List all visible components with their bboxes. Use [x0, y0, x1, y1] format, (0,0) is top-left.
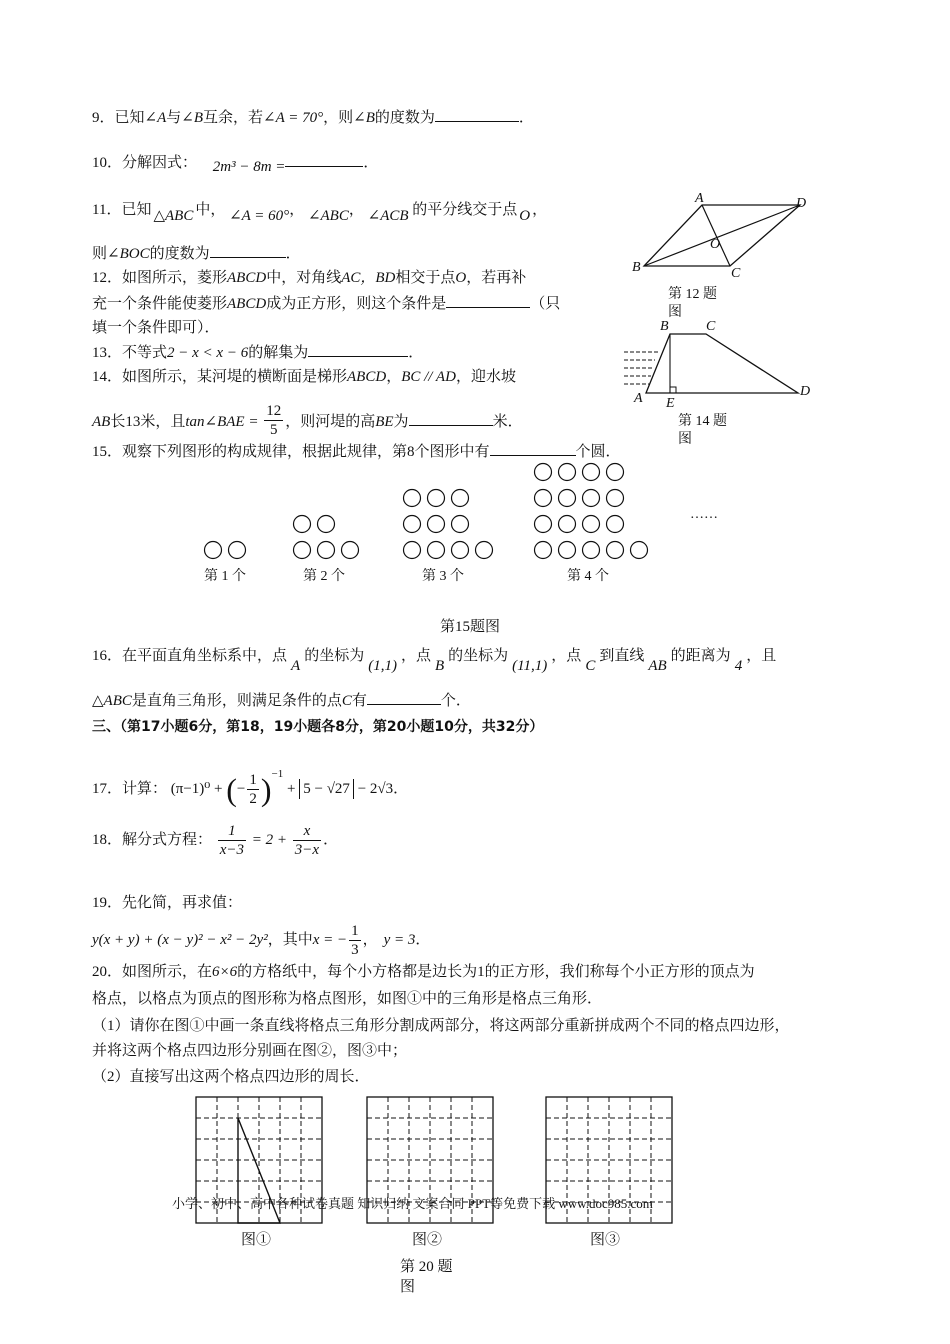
watermark: 小学、初中、高中各种试卷真题 知识归纳 文案合同 PPT等免费下载 www.doc985.com	[172, 1196, 653, 1211]
pattern-label-1: 第 1 个	[204, 569, 246, 584]
pattern-label-4: 第 4 个	[567, 569, 609, 584]
grid-label-2: 图②	[412, 1232, 443, 1248]
fig14-caption-2: 图	[678, 432, 692, 447]
question-12-line-1: 12．如图所示，菱形ABCD中，对角线AC，BD相交于点O，若再补	[92, 270, 527, 286]
question-10: 10．分解因式： 2m³ − 8m = ．	[92, 152, 378, 173]
question-20-line-3: （1）请你在图①中画一条直线将格点三角形分割成两部分，将这两部分重新拼成两个不同的格点四边形，	[92, 1018, 790, 1034]
question-16-line-2: △ABC是直角三角形，则满足条件的点C有 个．	[92, 690, 471, 711]
fig12-caption-2: 图	[668, 305, 682, 320]
fig12-label-d: D	[796, 196, 807, 211]
question-11-line-2: 则∠BOC的度数为 ．	[92, 243, 301, 264]
figure-20-caption-2: 图	[400, 1279, 416, 1295]
fig12-caption: 第 12 题	[668, 287, 717, 302]
pattern-label-2: 第 2 个	[303, 569, 345, 584]
question-13: 13．不等式2 − x < x − 6的解集为 ．	[92, 342, 423, 363]
fig12-label-b: B	[632, 260, 641, 275]
question-12-line-3: 填一个条件即可）．	[92, 320, 220, 336]
fig12-label-o: O	[710, 237, 721, 252]
fig14-label-d: D	[800, 384, 811, 399]
question-16-line-1: 16．在平面直角坐标系中，点A的坐标为(1,1)，点B的坐标为(11,1)，点C到直线AB的距离为4，且	[92, 648, 777, 674]
question-20-line-1: 20．如图所示，在6×6的方格纸中，每个小方格都是边长为1的正方形，我们称每个小正方形的顶点为	[92, 964, 755, 980]
fig14-label-b: B	[660, 319, 669, 334]
pattern-ellipsis: ……	[690, 507, 718, 522]
pattern-label-3: 第 3 个	[422, 569, 464, 584]
question-18: 18．解分式方程： $\frac{1}{x-3}$ = 2 + $\frac{x}{3-x}$ ．	[92, 823, 339, 859]
fig14-label-a: A	[634, 391, 643, 406]
question-9: 9．已知∠A与∠B互余，若∠A = 70°，则∠B的度数为 ．	[92, 107, 534, 128]
grid-label-1: 图①	[241, 1232, 272, 1248]
question-20-line-4: 并将这两个格点四边形分别画在图②，图③中；	[92, 1043, 408, 1059]
fig14-label-e: E	[666, 396, 675, 411]
question-20-line-5: （2）直接写出这两个格点四边形的周长．	[92, 1069, 370, 1085]
fig14-label-c: C	[706, 319, 716, 334]
question-11-line-1: 11．已知 △ABC 中， ∠A = 60°， ∠ABC， ∠ACB 的平分线交于点 O ，	[92, 202, 548, 224]
fig14-caption: 第 14 题	[678, 414, 727, 429]
question-17: 17．计算： (π−1)⁰ + (− $\frac{1}{2}$ )$^{-1}$ + 5 − √27 − 2√3．	[92, 768, 409, 808]
question-19-line-2: y(x + y) + (x − y)² − x² − 2y²，其中x = − $\frac{1}{3}$ ， y = 3．	[92, 923, 431, 959]
question-20-line-2: 格点，以格点为顶点的图形称为格点图形，如图①中的三角形是格点三角形．	[92, 991, 603, 1007]
question-14-line-2: AB长13米，且tan∠BAE = $\frac{12}{5}$ ，则河堤的高BE为 米．	[92, 403, 523, 438]
fig12-label-c: C	[731, 266, 741, 281]
fig12-label-a: A	[695, 191, 704, 206]
figure-20-caption: 第 20 题	[400, 1259, 453, 1275]
question-19-line-1: 19．先化简，再求值：	[92, 895, 243, 911]
question-12-line-2: 充一个条件能使菱形ABCD成为正方形，则这个条件是 （只	[92, 293, 560, 314]
question-15: 15．观察下列图形的构成规律，根据此规律，第8个图形中有 个圆．	[92, 441, 621, 462]
section-3-heading: 三、（第17小题6分，第18，19小题各8分，第20小题10分，共32分）	[92, 719, 544, 735]
grid-label-3: 图③	[590, 1232, 621, 1248]
figure-15-caption: 第15题图	[440, 619, 501, 635]
question-14-line-1: 14．如图所示，某河堤的横断面是梯形ABCD，BC // AD，迎水坡	[92, 369, 516, 385]
